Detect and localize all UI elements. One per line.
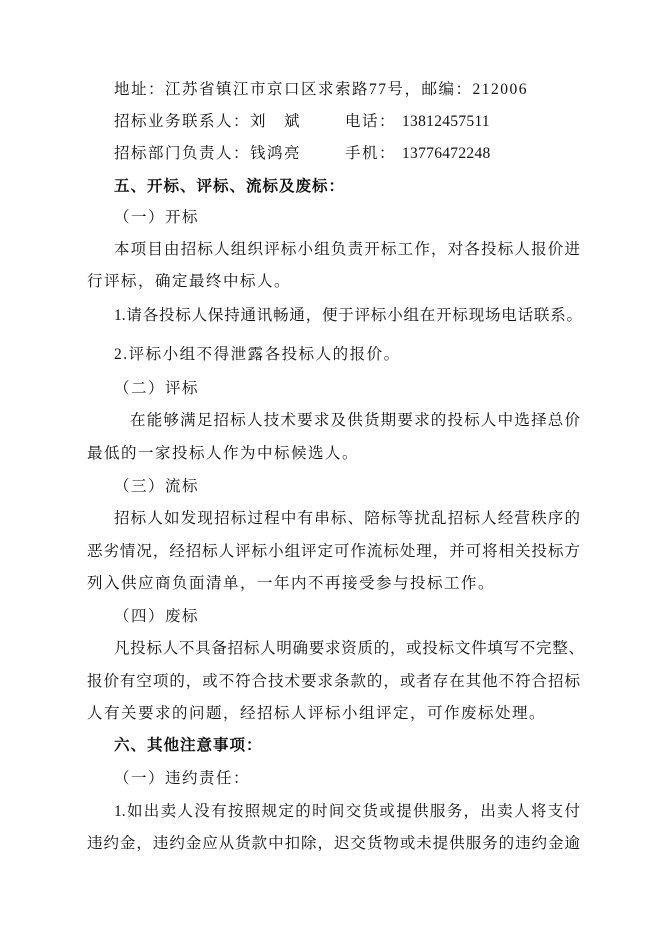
department-head: 招标部门负责人：钱鸿亮 xyxy=(114,145,302,162)
breach-paragraph-line: 违约金，违约金应从货款中扣除，迟交货物或未提供服务的违约金逾 xyxy=(87,835,580,852)
opening-title: （一）开标 xyxy=(114,209,200,226)
opening-item-1: 1.请各投标人保持通讯畅通，便于评标小组在开标现场电话联系。 xyxy=(114,307,582,324)
evaluation-paragraph-line: 在能够满足招标人技术要求及供货期要求的投标人中选择总价 xyxy=(130,412,580,429)
failed-bid-paragraph-line: 招标人如发现招标过程中有串标、陪标等扰乱招标人经营秩序的 xyxy=(114,510,580,527)
breach-paragraph-line: 1.如出卖人没有按照规定的时间交货或提供服务，出卖人将支付 xyxy=(114,803,580,820)
mobile-label: 手机： xyxy=(345,145,397,162)
phone-label: 电话： xyxy=(345,113,397,130)
address-line: 地址：江苏省镇江市京口区求索路77号，邮编：212006 xyxy=(114,81,529,98)
opening-paragraph-line: 本项目由招标人组织评标小组负责开标工作，对各投标人报价进 xyxy=(114,241,580,258)
invalid-bid-paragraph-line: 人有关要求的问题，经招标人评标小组评定，可作废标处理。 xyxy=(87,705,547,722)
failed-bid-title: （三）流标 xyxy=(114,478,200,495)
opening-paragraph-line: 行评标，确定最终中标人。 xyxy=(87,273,292,290)
section-6-heading: 六、其他注意事项： xyxy=(114,737,263,754)
section-5-heading: 五、开标、评标、流标及废标： xyxy=(114,178,346,195)
failed-bid-paragraph-line: 恶劣情况，经招标人评标小组评定可作流标处理，并可将相关投标方 xyxy=(87,543,580,560)
failed-bid-paragraph-line: 列入供应商负面清单，一年内不再接受参与投标工作。 xyxy=(87,575,496,592)
invalid-bid-paragraph-line: 报价有空项的，或不符合技术要求条款的，或者存在其他不符合招标 xyxy=(87,673,580,690)
business-contact: 招标业务联系人：刘 斌 xyxy=(114,113,302,130)
mobile-number: 13776472248 xyxy=(402,145,491,162)
evaluation-title: （二）评标 xyxy=(114,380,200,397)
phone-number: 13812457511 xyxy=(402,113,490,130)
evaluation-paragraph-line: 最低的一家投标人作为中标候选人。 xyxy=(87,445,360,462)
opening-item-2: 2.评标小组不得泄露各投标人的报价。 xyxy=(114,346,401,363)
invalid-bid-title: （四）废标 xyxy=(114,608,200,625)
invalid-bid-paragraph-line: 凡投标人不具备招标人明确要求资质的，或投标文件填写不完整、 xyxy=(114,640,584,657)
breach-title: （一）违约责任： xyxy=(114,770,251,787)
